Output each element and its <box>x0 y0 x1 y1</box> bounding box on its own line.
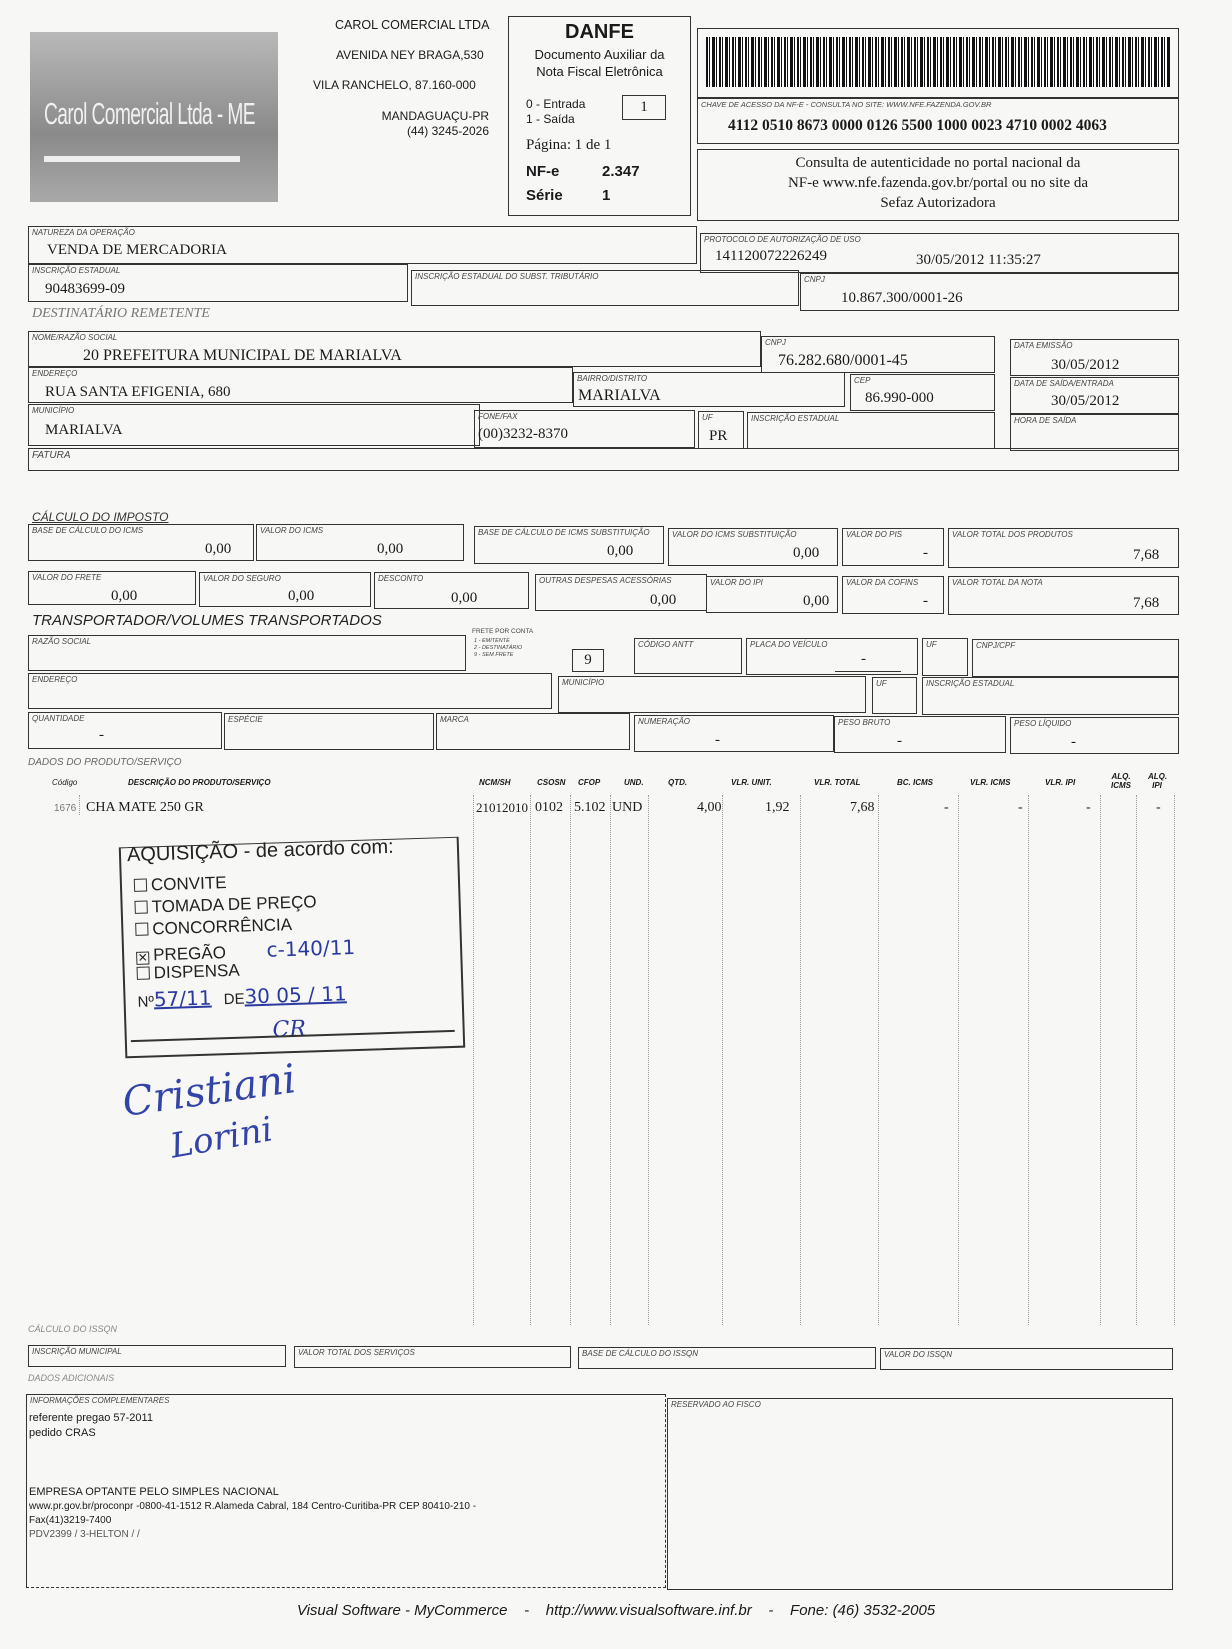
dest-cep-label: CEP <box>854 376 871 385</box>
row-alq-icms: - <box>1156 800 1161 815</box>
transp-municipio-label: MUNICÍPIO <box>562 678 605 687</box>
total-nota: 7,68 <box>1133 595 1160 611</box>
chave-value: 4112 0510 8673 0000 0126 5500 1000 0023 4710 0002 4063 <box>728 117 1107 134</box>
dest-endereco-label: ENDEREÇO <box>32 369 78 378</box>
fisco-label: RESERVADO AO FISCO <box>671 1400 761 1409</box>
consulta-box <box>697 149 1179 221</box>
peso-bruto-label: PESO BRUTO <box>838 718 891 727</box>
im-label: INSCRIÇÃO MUNICIPAL <box>32 1347 122 1356</box>
grid-line <box>1174 795 1175 1325</box>
protocolo-label: PROTOCOLO DE AUTORIZAÇÃO DE USO <box>704 235 861 244</box>
stamp-opt-3: CONCORRÊNCIA <box>152 914 293 939</box>
stamp-opt-concorrencia <box>135 915 292 940</box>
marca-box <box>436 713 630 750</box>
ie-box <box>28 264 408 302</box>
danfe-tipo-box <box>622 95 666 120</box>
row-und: UND <box>612 800 643 815</box>
signature-line-2: Lorini <box>167 1109 276 1167</box>
especie-box <box>224 713 434 750</box>
grid-line <box>648 795 649 1325</box>
seguro-label: VALOR DO SEGURO <box>203 574 281 583</box>
transp-ie-box <box>922 677 1179 715</box>
base-issqn-label: BASE DE CÁLCULO DO ISSQN <box>582 1349 699 1358</box>
danfe-saida: 1 - Saída <box>526 112 575 126</box>
grid-line <box>878 795 879 1325</box>
valor-icms-label: VALOR DO ICMS <box>260 526 324 535</box>
frete-opt-2: 2 - DESTINATÁRIO <box>474 645 523 651</box>
cofins: - <box>923 593 928 609</box>
grid-line <box>610 795 611 1325</box>
grid-line <box>1136 795 1137 1325</box>
dest-municipio-box <box>28 404 480 446</box>
base-st: 0,00 <box>607 543 634 559</box>
stamp-num: 57/11 <box>153 985 212 1012</box>
valor-icms-box <box>256 524 464 561</box>
danfe-title: DANFE <box>565 21 634 43</box>
base-icms: 0,00 <box>205 541 232 557</box>
especie-label: ESPÉCIE <box>228 715 263 724</box>
info-line-2: pedido CRAS <box>29 1427 96 1439</box>
outras-label: OUTRAS DESPESAS ACESSÓRIAS <box>539 576 672 585</box>
nfe-label: NF-e <box>526 163 560 180</box>
col-cfop: CFOP <box>578 778 601 787</box>
total-prod: 7,68 <box>1133 547 1160 563</box>
col-ncm: NCM/SH <box>479 778 511 787</box>
numeracao-box <box>634 715 834 752</box>
desconto-box <box>374 572 529 609</box>
placa: - <box>861 651 866 667</box>
stamp-opt-dispensa <box>136 961 240 984</box>
seguro-box <box>199 572 371 607</box>
ie-st-box <box>411 270 799 306</box>
grid-line <box>570 795 571 1325</box>
peso-bruto: - <box>897 733 902 749</box>
dest-uf-label: UF <box>702 413 713 422</box>
produtos-section-title: DADOS DO PRODUTO/SERVIÇO <box>28 757 182 768</box>
natureza-label: NATUREZA DA OPERAÇÃO <box>32 228 135 237</box>
seguro: 0,00 <box>288 588 315 604</box>
frete-opt-3: 9 - SEM FRETE <box>474 652 514 658</box>
grid-line <box>79 795 80 815</box>
ipi-label: VALOR DO IPI <box>710 578 763 587</box>
row-descricao: CHA MATE 250 GR <box>86 800 204 815</box>
valor-st-label: VALOR DO ICMS SUBSTITUIÇÃO <box>672 530 797 539</box>
stamp-opt-pregao <box>136 935 356 966</box>
row-codigo: 1676 <box>54 803 77 814</box>
emitter-name: CAROL COMERCIAL LTDA <box>335 18 490 32</box>
chave-label: CHAVE DE ACESSO DA NF-E - CONSULTA NO SITE: WWW.NFE.FAZENDA.GOV.BR <box>701 100 992 109</box>
col-alq-icms: ALQ. ICMS <box>1111 772 1131 790</box>
chave-box <box>697 98 1179 144</box>
checkbox-icon <box>137 966 150 979</box>
row-bc-icms: - <box>944 800 949 815</box>
transp-endereco-label: ENDEREÇO <box>32 675 78 684</box>
stamp-date: 30 05 / 11 <box>244 981 347 1009</box>
col-und: UND. <box>624 778 644 787</box>
dest-endereco-box <box>28 367 573 403</box>
base-icms-label: BASE DE CÁLCULO DO ICMS <box>32 526 144 535</box>
data-saida-box <box>1010 377 1179 414</box>
protocolo-datetime: 30/05/2012 11:35:27 <box>916 252 1041 268</box>
dest-bairro-label: BAIRRO/DISTRITO <box>577 374 648 383</box>
qtd-vol-label: QUANTIDADE <box>32 714 85 723</box>
emitter-phone: (44) 3245-2026 <box>406 124 489 138</box>
stamp-opt-1: CONVITE <box>150 873 227 895</box>
total-serv-box <box>294 1346 571 1368</box>
total-nota-box <box>948 576 1179 615</box>
info-compl-box <box>26 1394 666 1588</box>
dest-bairro: MARIALVA <box>578 387 661 404</box>
emitter-address: AVENIDA NEY BRAGA,530 <box>336 48 484 62</box>
dest-cep: 86.990-000 <box>865 390 934 406</box>
total-serv-label: VALOR TOTAL DOS SERVIÇOS <box>298 1348 415 1357</box>
dest-nome-box <box>28 331 761 367</box>
transp-ie-label: INSCRIÇÃO ESTADUAL <box>926 679 1015 688</box>
footer: Visual Software - MyCommerce - http://www.visualsoftware.inf.br - Fone: (46) 3532-2005 <box>296 1602 936 1619</box>
natureza-value: VENDA DE MERCADORIA <box>47 242 227 258</box>
dest-cnpj: 76.282.680/0001-45 <box>778 352 908 369</box>
antt-label: CÓDIGO ANTT <box>638 640 694 649</box>
dest-cep-box <box>850 374 995 411</box>
row-qtd: 4,00 <box>697 800 722 815</box>
transp-uf2-label: UF <box>876 679 887 688</box>
data-saida: 30/05/2012 <box>1051 393 1120 409</box>
transp-endereco-box <box>28 673 552 709</box>
frete-box <box>28 571 196 605</box>
dest-municipio-label: MUNICÍPIO <box>32 406 75 415</box>
imposto-section-title: CÁLCULO DO IMPOSTO <box>32 510 169 524</box>
dest-uf: PR <box>709 428 728 444</box>
data-saida-label: DATA DE SAÍDA/ENTRADA <box>1014 379 1114 388</box>
grid-line <box>473 795 474 1325</box>
grid-line <box>530 795 531 1325</box>
grid-line <box>800 795 801 1325</box>
checkbox-icon <box>134 879 147 892</box>
dest-endereco: RUA SANTA EFIGENIA, 680 <box>45 384 231 400</box>
data-emissao: 30/05/2012 <box>1051 357 1120 373</box>
stamp-title: AQUISIÇÃO - de acordo com: <box>126 835 394 867</box>
emitter-city: MANDAGUAÇU-PR <box>381 109 489 123</box>
base-st-box <box>474 526 664 564</box>
frete: 0,00 <box>111 588 138 604</box>
ie-value: 90483699-09 <box>45 281 125 297</box>
frete-value: 9 <box>584 652 592 668</box>
grid-line <box>958 795 959 1325</box>
danfe-tipo: 1 <box>640 99 648 115</box>
stamp-pregao-note: c-140/11 <box>266 935 356 962</box>
row-v-icms: - <box>1018 800 1023 815</box>
ie-st-label: INSCRIÇÃO ESTADUAL DO SUBST. TRIBUTÁRIO <box>415 272 599 281</box>
dest-cnpj-box <box>761 336 995 373</box>
checked-box-icon: ✕ <box>137 950 148 965</box>
im-box <box>28 1345 286 1367</box>
row-ncm: 21012010 <box>476 800 528 815</box>
transp-cnpj-box <box>972 639 1179 677</box>
info-line-1: referente pregao 57-2011 <box>29 1412 153 1424</box>
dest-fone: (00)3232-8370 <box>478 426 568 442</box>
danfe-box <box>508 16 691 216</box>
hora-saida-box <box>1010 414 1179 451</box>
frete-opt-1: 1 - EMITENTE <box>474 638 510 644</box>
danfe-subtitle-2: Nota Fiscal Eletrônica <box>536 64 663 79</box>
row-cfop: 5.102 <box>574 800 606 815</box>
issqn-section-title: CÁLCULO DO ISSQN <box>28 1324 118 1334</box>
stamp-opt-4: PREGÃO <box>152 943 227 965</box>
protocolo-number: 141120072226249 <box>715 248 827 264</box>
pis: - <box>923 545 928 561</box>
peso-liq-label: PESO LÍQUIDO <box>1014 719 1072 728</box>
base-issqn-box <box>578 1347 876 1369</box>
row-v-ipi: - <box>1086 800 1091 815</box>
cnpj-emit-value: 10.867.300/0001-26 <box>841 290 963 306</box>
outras-box <box>535 574 707 611</box>
transp-razao-label: RAZÃO SOCIAL <box>32 637 92 646</box>
col-vunit: VLR. UNIT. <box>731 778 772 787</box>
checkbox-icon <box>135 923 148 936</box>
row-vunit: 1,92 <box>765 800 790 815</box>
marca-label: MARCA <box>440 715 469 724</box>
ie-label: INSCRIÇÃO ESTADUAL <box>32 266 121 275</box>
checkbox-icon <box>134 901 147 914</box>
valor-st: 0,00 <box>793 545 820 561</box>
col-qtd: QTD. <box>668 778 688 787</box>
signature <box>119 1056 342 1178</box>
consulta-line-3: Sefaz Autorizadora <box>880 195 996 211</box>
valor-icms: 0,00 <box>377 541 404 557</box>
col-v-ipi: VLR. IPI <box>1045 778 1076 787</box>
transp-uf-box <box>922 638 968 676</box>
info-line-5: Fax(41)3219-7400 <box>29 1515 112 1526</box>
info-compl-label: INFORMAÇÕES COMPLEMENTARES <box>30 1396 170 1405</box>
cofins-label: VALOR DA COFINS <box>846 578 919 587</box>
logo-text: Carol Comercial Ltda - ME <box>44 96 255 131</box>
numeracao-label: NUMERAÇÃO <box>638 717 691 726</box>
stamp-initials: CR <box>272 1016 307 1043</box>
stamp-num-label: Nº <box>137 993 155 1011</box>
grid-line <box>1028 795 1029 1325</box>
base-icms-box <box>28 524 254 561</box>
fisco-box <box>667 1398 1173 1590</box>
row-vtotal: 7,68 <box>850 800 875 815</box>
adicionais-section-title: DADOS ADICIONAIS <box>28 1373 115 1383</box>
col-bc-icms: BC. ICMS <box>897 778 933 787</box>
info-line-3: EMPRESA OPTANTE PELO SIMPLES NACIONAL <box>29 1486 279 1498</box>
grid-line <box>1100 795 1101 1325</box>
transp-section-title: TRANSPORTADOR/VOLUMES TRANSPORTADOS <box>32 612 382 629</box>
stamp-opt-5: DISPENSA <box>153 960 240 983</box>
antt-box <box>634 638 742 674</box>
dest-uf-box <box>698 411 744 449</box>
fatura-box <box>28 448 1179 471</box>
cnpj-emit-box <box>800 273 1179 311</box>
info-line-6: PDV2399 / 3-HELTON / / <box>29 1529 140 1540</box>
pis-label: VALOR DO PIS <box>846 530 903 539</box>
frete-conta-label: FRETE POR CONTA <box>472 628 534 635</box>
dest-fone-label: FONE/FAX <box>478 412 518 421</box>
data-emissao-box <box>1010 339 1179 376</box>
dest-municipio: MARIALVA <box>45 422 123 438</box>
aquisicao-stamp <box>119 837 465 1059</box>
total-nota-label: VALOR TOTAL DA NOTA <box>952 578 1043 587</box>
protocolo-box <box>700 233 1179 273</box>
info-line-4: www.pr.gov.br/proconpr -0800-41-1512 R.Alameda Cabral, 184 Centro-Curitiba-PR CEP 80410-210 - <box>29 1501 477 1512</box>
dest-fone-box <box>474 410 695 448</box>
hora-saida-label: HORA DE SAÍDA <box>1014 416 1077 425</box>
frete-value-box <box>572 649 604 672</box>
fatura-label: FATURA <box>32 450 71 461</box>
barcode <box>706 37 1170 87</box>
dest-ie-box <box>747 412 995 449</box>
transp-uf-label: UF <box>926 640 937 649</box>
base-st-label: BASE DE CÁLCULO DE ICMS SUBSTITUIÇÃO <box>478 528 650 537</box>
stamp-de-label: DE <box>223 990 245 1009</box>
peso-liq: - <box>1071 734 1076 750</box>
stamp-opt-convite <box>134 873 227 896</box>
frete-conta-block <box>472 627 624 673</box>
emitter-district: VILA RANCHELO, 87.160-000 <box>313 78 476 92</box>
col-vtotal: VLR. TOTAL <box>814 778 861 787</box>
transp-razao-box <box>28 635 466 671</box>
consulta-line-1: Consulta de autenticidade no portal nacional da <box>795 155 1081 171</box>
barcode-box <box>697 28 1179 98</box>
placa-underline <box>835 671 901 672</box>
nfe-number: 2.347 <box>602 163 640 180</box>
dest-nome: 20 PREFEITURA MUNICIPAL DE MARIALVA <box>83 347 402 364</box>
col-codigo: Código <box>52 778 78 787</box>
qtd-vol: - <box>99 727 104 743</box>
placa-box <box>746 638 918 675</box>
qtd-vol-box <box>28 712 222 749</box>
data-emissao-label: DATA EMISSÃO <box>1014 341 1073 350</box>
company-logo <box>30 32 278 202</box>
logo-bar <box>44 156 240 162</box>
valor-st-box <box>668 528 838 566</box>
consulta-line-2: NF-e www.nfe.fazenda.gov.br/portal ou no site da <box>787 175 1089 191</box>
signature-line-1: Cristiani <box>119 1056 299 1126</box>
ipi: 0,00 <box>803 593 830 609</box>
grid-line <box>722 795 723 1325</box>
cofins-box <box>842 576 944 614</box>
dest-nome-label: NOME/RAZÃO SOCIAL <box>32 333 118 342</box>
dest-cnpj-label: CNPJ <box>765 338 786 347</box>
cnpj-emit-label: CNPJ <box>804 275 825 284</box>
stamp-opt-2: TOMADA DE PREÇO <box>151 892 317 917</box>
danfe-entrada: 0 - Entrada <box>526 97 586 111</box>
dest-section-title: DESTINATÁRIO REMETENTE <box>32 306 210 321</box>
dest-ie-label: INSCRIÇÃO ESTADUAL <box>751 414 840 423</box>
danfe-subtitle-1: Documento Auxiliar da <box>534 47 665 62</box>
serie-number: 1 <box>602 187 611 204</box>
danfe-pagina: Página: 1 de 1 <box>526 137 612 153</box>
total-prod-box <box>948 528 1179 568</box>
natureza-box <box>28 226 697 264</box>
desconto-label: DESCONTO <box>378 574 424 583</box>
transp-uf2-box <box>872 677 917 714</box>
peso-bruto-box <box>834 716 1006 753</box>
total-prod-label: VALOR TOTAL DOS PRODUTOS <box>952 530 1073 539</box>
valor-issqn-label: VALOR DO ISSQN <box>884 1350 953 1359</box>
col-csosn: CSOSN <box>537 778 566 787</box>
peso-liq-box <box>1010 717 1179 754</box>
row-csosn: 0102 <box>535 800 563 815</box>
col-v-icms: VLR. ICMS <box>970 778 1011 787</box>
col-descricao: DESCRIÇÃO DO PRODUTO/SERVIÇO <box>128 778 271 787</box>
frete-label: VALOR DO FRETE <box>32 573 102 582</box>
transp-municipio-box <box>558 676 866 713</box>
col-alq-ipi: ALQ. IPI <box>1148 772 1168 790</box>
outras: 0,00 <box>650 592 677 608</box>
ipi-box <box>706 576 838 613</box>
transp-cnpj-label: CNPJ/CPF <box>976 641 1016 650</box>
placa-label: PLACA DO VEÍCULO <box>750 640 828 649</box>
stamp-number-line <box>137 981 347 1012</box>
pis-box <box>842 528 944 566</box>
valor-issqn-box <box>880 1348 1173 1370</box>
dest-bairro-box <box>573 372 845 407</box>
numeracao: - <box>715 732 720 748</box>
serie-label: Série <box>526 187 563 204</box>
desconto: 0,00 <box>451 590 478 606</box>
